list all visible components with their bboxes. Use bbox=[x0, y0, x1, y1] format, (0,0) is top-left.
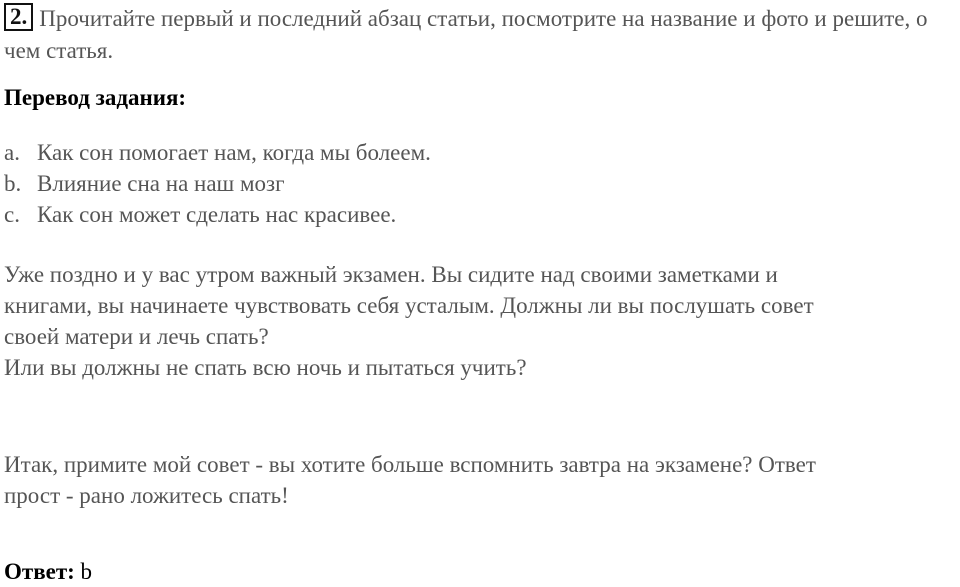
paragraph-line: Уже поздно и у вас утром важный экзамен. Вы сидите над своими заметками и bbox=[4, 262, 778, 287]
option-letter: c. bbox=[4, 202, 20, 227]
option-letter: b. bbox=[4, 171, 22, 196]
paragraph-line: своей матери и лечь спать? bbox=[4, 324, 269, 349]
option-item bbox=[4, 137, 431, 168]
last-paragraph bbox=[4, 449, 956, 511]
paragraph-line: книгами, вы начинаете чувствовать себя усталым. Должны ли вы послушать совет bbox=[4, 293, 814, 318]
paragraph-line: Или вы должны не спать всю ночь и пытаться учить? bbox=[4, 355, 527, 380]
first-paragraph bbox=[4, 259, 956, 383]
option-text: Как сон помогает нам, когда мы болеем. bbox=[37, 140, 431, 165]
answer-line bbox=[4, 556, 92, 587]
option-text: Как сон может сделать нас красивее. bbox=[37, 202, 397, 227]
option-item bbox=[4, 199, 431, 230]
task-text: Прочитайте первый и последний абзац статьи, посмотрите на название и фото и решите, о чем статья. bbox=[4, 6, 928, 63]
option-item bbox=[4, 168, 431, 199]
task-instruction bbox=[4, 3, 956, 67]
option-text: Влияние сна на наш мозг bbox=[37, 171, 285, 196]
paragraph-line: прост - рано ложитесь спать! bbox=[4, 483, 289, 508]
option-letter: a. bbox=[4, 140, 20, 165]
paragraph-line: Итак, примите мой совет - вы хотите больше вспомнить завтра на экзамене? Ответ bbox=[4, 452, 816, 477]
answer-label: Ответ: bbox=[4, 559, 75, 584]
option-list bbox=[4, 137, 431, 230]
translation-heading: Перевод задания: bbox=[4, 85, 187, 110]
answer-value: b bbox=[80, 559, 93, 584]
task-number-box: 2. bbox=[4, 3, 33, 31]
